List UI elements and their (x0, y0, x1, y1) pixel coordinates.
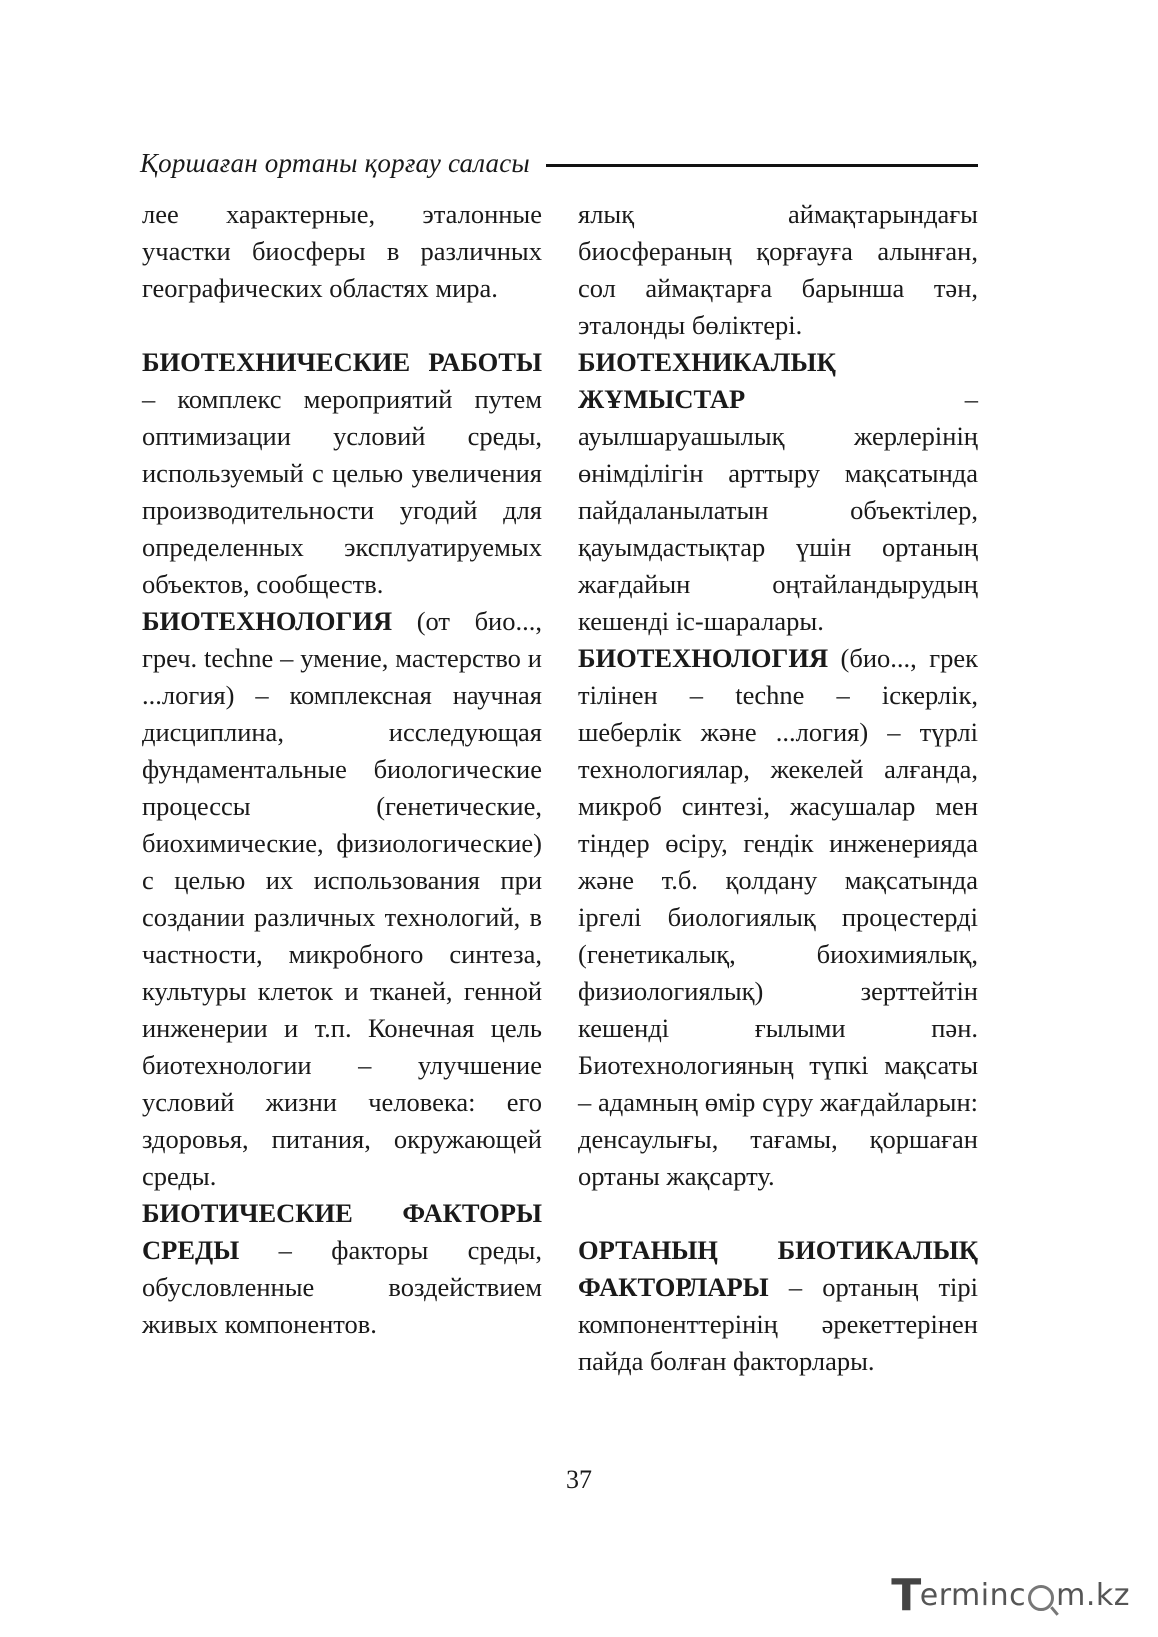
entry-term: БИОТЕХНИЧЕСКИЕ РАБОТЫ (142, 347, 542, 377)
entry-term: БИОТИЧЕСКИЕ ФАКТОРЫ СРЕДЫ (142, 1198, 542, 1265)
left-column (142, 196, 542, 1343)
watermark-logo (891, 1571, 1130, 1619)
entry-term: БИОТЕХНИКАЛЫҚ ЖҰМЫСТАР (578, 347, 836, 414)
entry-biotechnical-works-kz (578, 344, 978, 640)
entry-text: (био..., грек тілінен – techne – іскерлік, шеберлік және ...логия) – түрлі технологиялар, жекелей алғанда, микроб синтезі, жасушалар мен тіндер өсіру, гендік инженерияда және т.б. қолдану мақсатында іргелі биологиялық процестерді (генетикалық, биохимиялық, физиологиялық) зерттейтін кешенді ғылыми пән. Биотехнологияның түпкі мақсаты – адамның өмір сүру жағдайларын: денсаулығы, тағамы, қоршаған ортаны жақсарту. (578, 643, 978, 1191)
entry-text: – ауылшаруашылық жерлерінің өнімділігін арттыру мақсатында пайдаланылатын объектілер, қауымдастықтар үшін ортаның жағдайын оңтайландырудың кешенді іс-шаралары. (578, 384, 978, 636)
page-number: 37 (566, 1465, 592, 1494)
entry-continuation (578, 196, 978, 344)
right-column (578, 196, 978, 1380)
entry-text: – ортаның тірі компоненттерінің әрекеттерінен пайда болған факторлары. (578, 1272, 978, 1376)
entry-term: БИОТЕХНОЛОГИЯ (142, 606, 393, 636)
entry-term: ОРТАНЫҢ БИОТИКАЛЫҚ ФАКТОРЛАРЫ (578, 1235, 978, 1302)
entry-biotic-factors (142, 1195, 542, 1343)
entry-text: лее характерные, эталонные участки биосферы в различных географических областях мира. (142, 199, 542, 303)
running-head-title: Қоршаған ортаны қорғау саласы (140, 147, 530, 178)
running-head-rule (546, 164, 978, 167)
magnifier-icon (1028, 1585, 1054, 1611)
entry-text: – комплекс мероприятий путем оптимизации условий среды, используемый с целью увеличения производительности угодий для определенных эксплуатируемых объектов, сообществ. (142, 384, 542, 599)
entry-continuation (142, 196, 542, 307)
entry-text: (от био..., греч. techne – умение, мастерство и ...логия) – комплексная научная дисциплина, исследующая фундаментальные биологические процессы (генетические, биохимические, физиологические) с целью их использования при создании различных технологий, в частности, микробного синтеза, культуры клеток и тканей, генной инженерии и т.п. Конечная цель биотехнологии – улучшение условий жизни человека: его здоровья, питания, окружающей среды. (142, 606, 542, 1191)
entry-biotic-factors-kz (578, 1232, 978, 1380)
watermark-text: erminc (919, 1577, 1027, 1613)
entry-text: ялық аймақтарындағы биосфераның қорғауға алынған, сол аймақтарға барынша тән, эталонды бөліктері. (578, 199, 978, 340)
entry-biotechnology (142, 603, 542, 1195)
watermark-domain: m.kz (1056, 1577, 1130, 1613)
entry-term: БИОТЕХНОЛОГИЯ (578, 643, 829, 673)
entry-biotechnical-works (142, 344, 542, 603)
watermark-letter-t: T (891, 1569, 922, 1621)
entry-text: – факторы среды, обусловленные воздействием живых компонентов. (142, 1235, 542, 1339)
running-head (140, 143, 978, 183)
entry-biotechnology-kz (578, 640, 978, 1195)
